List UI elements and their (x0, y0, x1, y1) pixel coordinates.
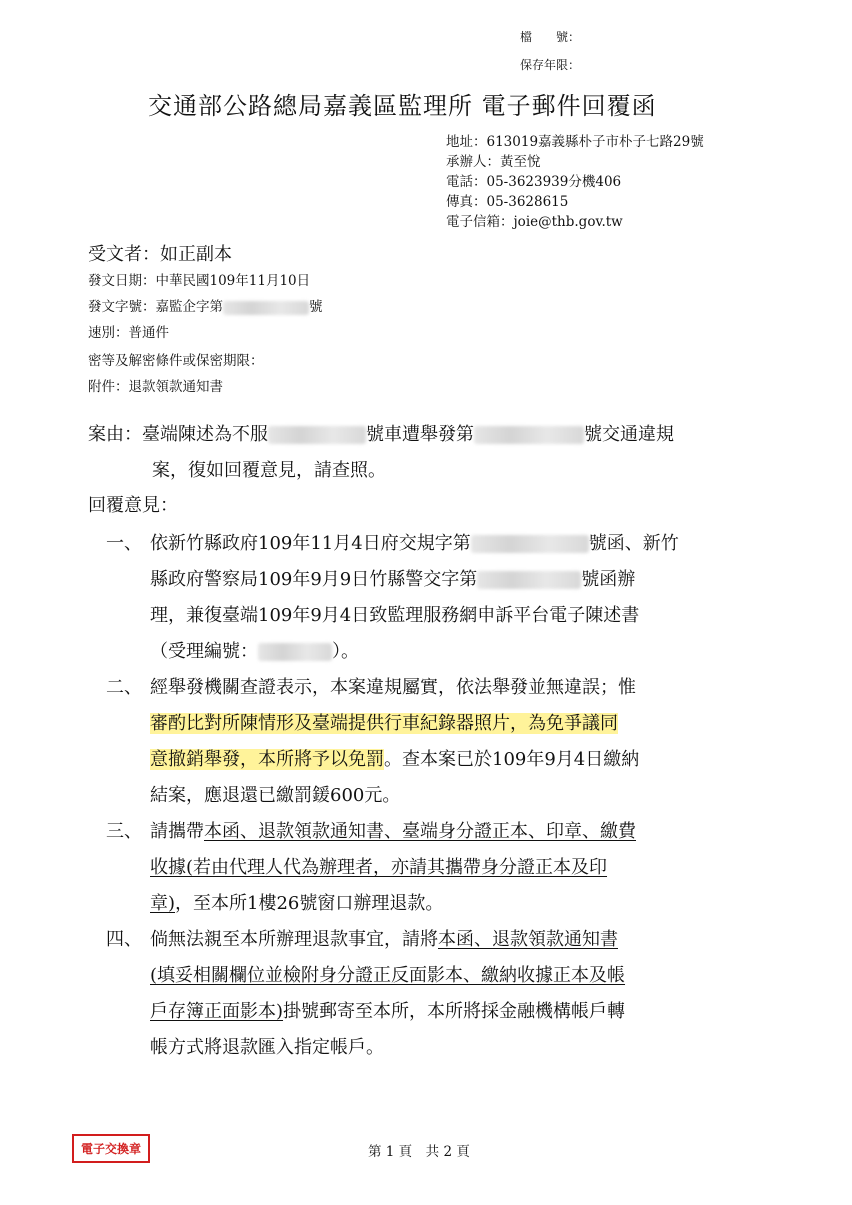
electronic-exchange-stamp: 電子交換章 (72, 1134, 150, 1163)
highlighted-text: 審酌比對所陳情形及臺端提供行車紀錄器照片，為免爭議同 (150, 713, 618, 734)
issue-date: 發文日期：中華民國109年11月10日 (88, 273, 311, 289)
item-2-number: 二、 (106, 677, 142, 698)
item-1-line-1: 依新竹縣政府109年11月4日府交規字第 號函、新竹 (150, 533, 679, 554)
contact-address: 地址：613019嘉義縣朴子市朴子七路29號 (446, 134, 704, 150)
item-2-line-2 (150, 709, 618, 735)
item-2-line-1: 經舉發機關查證表示，本案違規屬實，依法舉發並無違誤；惟 (150, 677, 636, 698)
underlined-text: 戶存簿正面影本) (150, 1001, 284, 1022)
item-4-line-4: 帳方式將退款匯入指定帳戶。 (150, 1037, 384, 1058)
underlined-text: 本函、退款領款通知書 (438, 929, 618, 950)
item-1-line-2: 縣政府警察局109年9月9日竹縣警交字第 號函辦 (150, 569, 636, 590)
underlined-text: 章) (150, 893, 176, 914)
subject-label: 案由： (88, 424, 142, 445)
secrecy-level: 密等及解密條件或保密期限： (88, 353, 264, 369)
meta-block (88, 268, 323, 400)
contact-email: 電子信箱：joie@thb.gov.tw (446, 214, 623, 230)
underlined-text: 收據(若由代理人代為辦理者，亦請其攜帶身分證正本及印 (150, 857, 608, 878)
reference-number (88, 294, 323, 320)
redacted-plate (268, 426, 366, 444)
item-4-line-2 (150, 961, 625, 987)
redacted-doc-no-2 (477, 571, 581, 589)
subject-line-2: 案，復如回覆意見，請查照。 (152, 460, 386, 481)
item-2-line-4: 結案，應退還已繳罰鍰600元。 (150, 785, 401, 806)
redacted-doc-no-1 (471, 535, 589, 553)
page-number: 第 1 頁 共 2 頁 (368, 1144, 470, 1160)
redacted-ticket (474, 426, 584, 444)
document-title: 交通部公路總局嘉義區監理所 電子郵件回覆函 (148, 92, 657, 120)
item-1-line-4: （受理編號： ）。 (150, 641, 359, 662)
contact-phone: 電話：05-3623939分機406 (446, 174, 622, 190)
contact-fax: 傳真：05-3628615 (446, 194, 569, 210)
item-4-number: 四、 (106, 929, 142, 950)
item-1-number: 一、 (106, 533, 142, 554)
item-4-line-3: 戶存簿正面影本)掛號郵寄至本所，本所將採金融機構帳戶轉 (150, 1001, 626, 1022)
item-4-line-1: 倘無法親至本所辦理退款事宜，請將本函、退款領款通知書 (150, 929, 618, 950)
item-3-line-3: 章)，至本所1樓26號窗口辦理退款。 (150, 893, 444, 914)
underlined-text: (填妥相關欄位並檢附身分證正反面影本、繳納收據正本及帳 (150, 965, 626, 986)
item-3-line-1: 請攜帶本函、退款領款通知書、臺端身分證正本、印章、繳費 (150, 821, 636, 842)
highlighted-text: 意撤銷舉發，本所將予以免罰 (150, 749, 384, 770)
redacted-reference (223, 301, 309, 315)
item-2-line-3: 意撤銷舉發，本所將予以免罰。查本案已於109年9月4日繳納 (150, 749, 640, 770)
contact-handler: 承辦人：黃至悅 (446, 154, 541, 170)
attachment: 附件：退款領款通知書 (88, 379, 223, 395)
reply-label: 回覆意見： (88, 495, 178, 516)
retention-period-label: 保存年限： (520, 58, 581, 72)
item-3-line-2 (150, 853, 607, 879)
subject-line-1: 案由：臺端陳述為不服 號車遭舉發第 號交通違規 (88, 424, 674, 445)
contact-block (446, 132, 704, 232)
reference-suffix: 號 (309, 299, 323, 315)
item-1-line-3: 理，兼復臺端109年9月4日致監理服務網申訴平台電子陳述書 (150, 605, 640, 626)
file-number-label: 檔 號： (520, 30, 581, 44)
reference-prefix: 發文字號：嘉監企字第 (88, 299, 223, 315)
delivery-speed: 速別：普通件 (88, 325, 169, 341)
redacted-case-no (258, 643, 332, 661)
underlined-text: 本函、退款領款通知書、臺端身分證正本、印章、繳費 (204, 821, 636, 842)
recipient: 受文者：如正副本 (88, 244, 232, 265)
item-3-number: 三、 (106, 821, 142, 842)
